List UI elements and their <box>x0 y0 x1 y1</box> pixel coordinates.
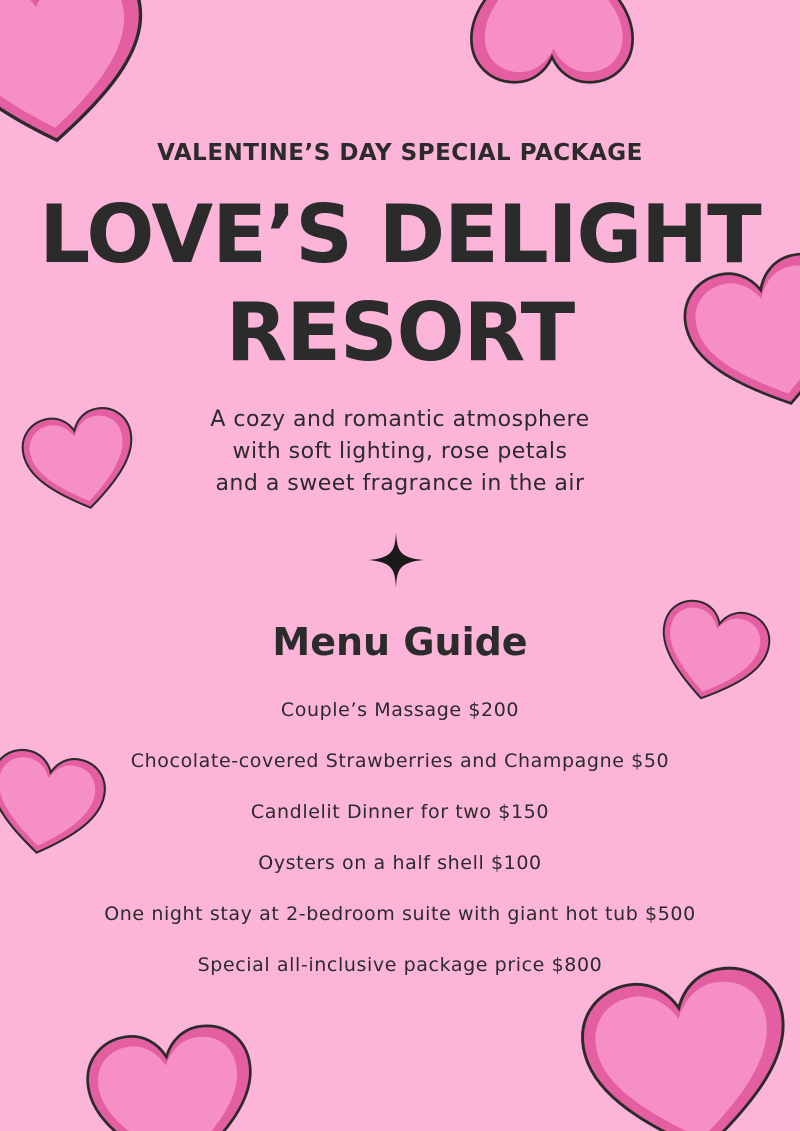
description-line-3: and a sweet fragrance in the air <box>215 471 585 496</box>
resort-title-line-2: RESORT <box>225 286 575 379</box>
menu-item: Special all-inclusive package price $800 <box>197 954 603 976</box>
menu-item: One night stay at 2-bedroom suite with giant hot tub $500 <box>104 903 696 925</box>
menu-item: Candlelit Dinner for two $150 <box>250 801 550 823</box>
resort-title <box>0 186 800 382</box>
four-point-star-icon <box>366 530 426 590</box>
menu-item: Couple’s Massage $200 <box>280 699 520 721</box>
resort-title-line-1: LOVE’S DELIGHT <box>39 188 761 281</box>
description-line-1: A cozy and romantic atmosphere <box>210 407 590 432</box>
package-subtitle: VALENTINE’S DAY SPECIAL PACKAGE <box>157 140 643 166</box>
resort-description <box>100 404 700 500</box>
menu-guide-heading: Menu Guide <box>272 620 528 664</box>
heart-icon <box>78 1013 269 1131</box>
menu-item: Chocolate-covered Strawberries and Champagne $50 <box>130 750 670 772</box>
description-line-2: with soft lighting, rose petals <box>232 439 568 464</box>
menu-item: Oysters on a half shell $100 <box>258 852 542 874</box>
heart-icon <box>468 0 636 90</box>
menu-list <box>0 694 800 1000</box>
